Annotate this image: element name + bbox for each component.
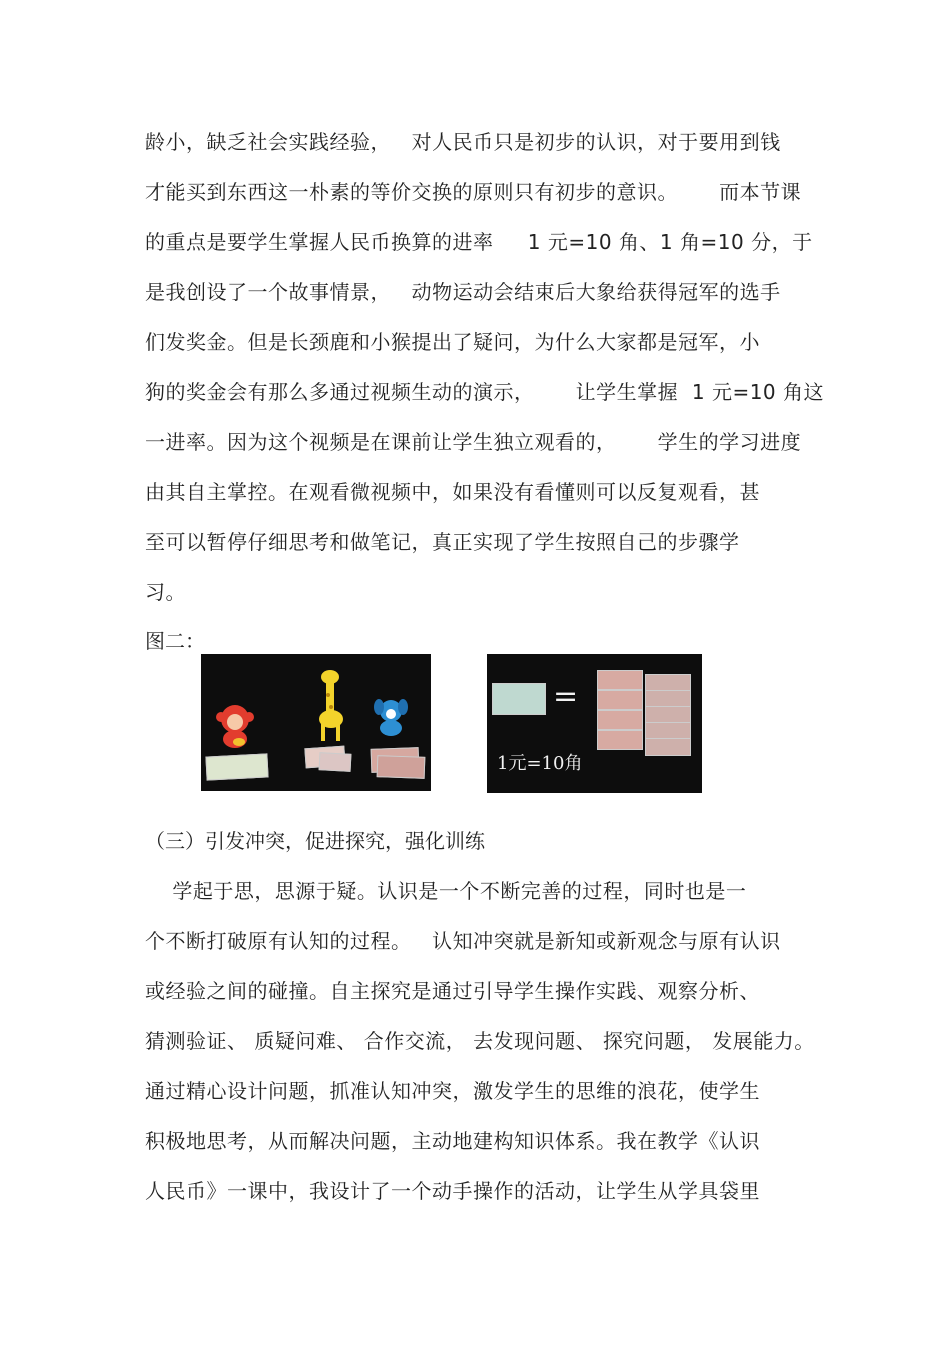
monkey-toy-image [215, 701, 255, 753]
text-line: 才能买到东西这一朴素的等价交换的原则只有初步的意识。 而本节课 [145, 180, 802, 204]
text-line: 狗的奖金会有那么多通过视频生动的演示， 让学生掌握 1 元=10 角这 [145, 380, 825, 404]
section-heading: （三）引发冲突，促进探究，强化训练 [145, 829, 485, 853]
text-line: 或经验之间的碰撞。自主探究是通过引导学生操作实践、观察分析、 [145, 979, 760, 1003]
text-line: 习。 [145, 580, 186, 604]
text-line: 猜测验证、 质疑问难、 合作交流， 去发现问题、 探究问题， 发展能力。 [145, 1029, 815, 1053]
text-line: 个不断打破原有认知的过程。 认知冲突就是新知或新观念与原有认识 [145, 929, 781, 953]
one-yuan-bill-image [205, 753, 268, 780]
text-line: 们发奖金。但是长颈鹿和小猴提出了疑问，为什么大家都是冠军，小 [145, 330, 760, 354]
text-line: 由其自主掌控。在观看微视频中，如果没有看懂则可以反复观看，甚 [145, 480, 760, 504]
text-line: 的重点是要学生掌握人民币换算的进率 1 元=10 角、1 角=10 分，于 [145, 230, 813, 254]
text-line: 学起于思，思源于疑。认识是一个不断完善的过程，同时也是一 [145, 879, 747, 903]
equals-sign: = [553, 679, 579, 714]
giraffe-toy-image [314, 667, 348, 747]
one-yuan-bill-image [492, 683, 546, 715]
figure-yuan-equals-jiao [487, 654, 702, 793]
text-line: 一进率。因为这个视频是在课前让学生独立观看的， 学生的学习进度 [145, 430, 802, 454]
text-line: 通过精心设计问题，抓准认知冲突，激发学生的思维的浪花，使学生 [145, 1079, 760, 1103]
jiao-bill-image [319, 752, 352, 772]
figure-label: 图二： [145, 629, 205, 653]
text-line: 至可以暂停仔细思考和做笔记，真正实现了学生按照自己的步骤学 [145, 530, 740, 554]
text-line: 龄小，缺乏社会实践经验， 对人民币只是初步的认识，对于要用到钱 [145, 130, 781, 154]
text-line: 人民币》一课中，我设计了一个动手操作的活动，让学生从学具袋里 [145, 1179, 760, 1203]
jiao-bill-image [377, 755, 426, 779]
text-line: 是我创设了一个故事情景， 动物运动会结束后大象给获得冠军的选手 [145, 280, 781, 304]
yuan-jiao-equation: 1元=10角 [497, 753, 583, 774]
figure-animals-money [201, 654, 431, 791]
dog-toy-image [372, 697, 410, 741]
text-line: 积极地思考，从而解决问题，主动地建构知识体系。我在教学《认识 [145, 1129, 760, 1153]
